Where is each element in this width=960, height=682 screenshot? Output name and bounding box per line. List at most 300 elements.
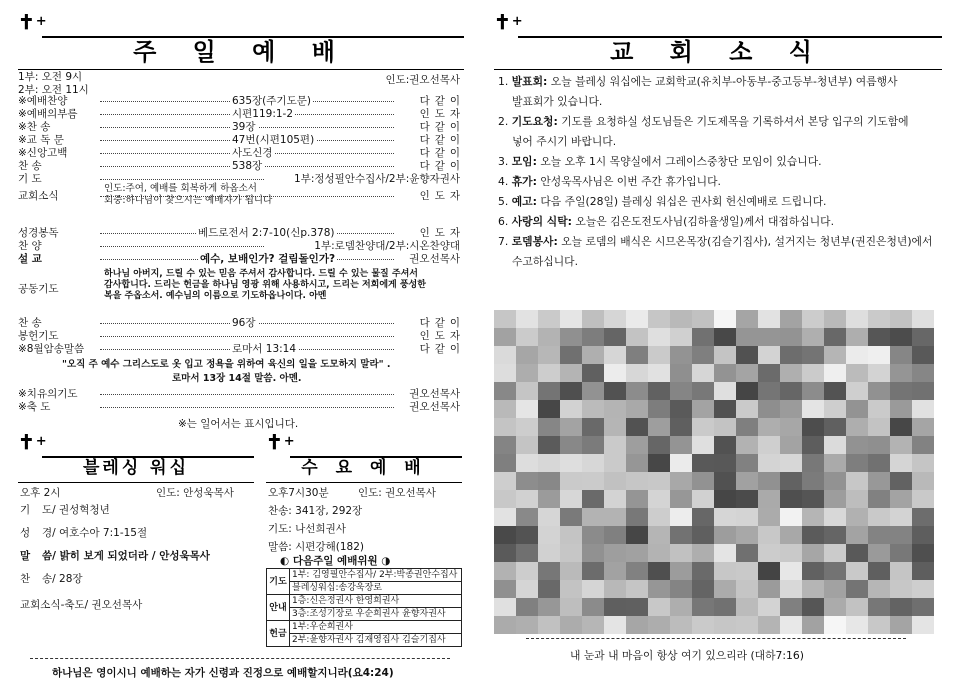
common-prayer-line: 복을 주옵소서. 예수님의 이름으로 기도하옵나이다. 아멘: [104, 291, 327, 301]
blur-pixel: [714, 310, 736, 328]
blur-pixel: [692, 580, 714, 598]
worship-row-leader: 권오선목사: [409, 253, 460, 265]
news-item-text: 다음 주일(28일) 블레싱 워십은 권사회 헌신예배로 드립니다.: [540, 195, 827, 208]
blur-pixel: [714, 418, 736, 436]
worship-row-content: 96장: [232, 317, 256, 329]
blur-pixel: [582, 562, 604, 580]
blur-pixel: [692, 472, 714, 490]
blur-pixel: [868, 580, 890, 598]
committee-members: 2부:윤향자권사 김재영집사 김슬기집사: [290, 634, 462, 647]
blur-pixel: [516, 418, 538, 436]
news-item-heading: 사랑의 식탁:: [511, 215, 572, 228]
blur-pixel: [516, 310, 538, 328]
blur-pixel: [868, 328, 890, 346]
blur-pixel: [494, 364, 516, 382]
right-footer-verse: 내 눈과 내 마음이 항상 여기 있으리라 (대하7:16): [570, 649, 804, 662]
worship-row-leader: 인도자: [419, 108, 465, 120]
blur-pixel: [824, 544, 846, 562]
blur-pixel: [560, 454, 582, 472]
blur-pixel: [890, 382, 912, 400]
news-item: [498, 252, 938, 271]
blur-pixel: [516, 580, 538, 598]
blur-pixel: [868, 616, 890, 634]
blur-pixel: [648, 490, 670, 508]
blur-pixel: [626, 382, 648, 400]
blur-pixel: [846, 454, 868, 472]
news-item-number: 3.: [498, 155, 512, 168]
blur-pixel: [582, 364, 604, 382]
blur-pixel: [912, 400, 934, 418]
blur-pixel: [582, 346, 604, 364]
blur-pixel: [714, 544, 736, 562]
news-item-text: 오늘 로뎀의 배식은 시므온목장(김슬기집사), 설거지는 청년부(권진은청년)에서: [561, 235, 933, 248]
blur-pixel: [604, 490, 626, 508]
blur-pixel: [824, 328, 846, 346]
right-page: [494, 10, 942, 680]
blur-pixel: [494, 346, 516, 364]
blur-pixel: [868, 382, 890, 400]
blur-pixel: [648, 508, 670, 526]
blur-pixel: [670, 418, 692, 436]
blur-pixel: [890, 508, 912, 526]
blur-pixel: [868, 310, 890, 328]
blur-pixel: [494, 472, 516, 490]
closing-row-label: ※치유의기도: [18, 388, 78, 400]
blur-pixel: [912, 310, 934, 328]
blur-pixel: [604, 418, 626, 436]
blur-pixel: [802, 598, 824, 616]
blur-pixel: [670, 328, 692, 346]
blur-pixel: [802, 382, 824, 400]
blur-pixel: [626, 562, 648, 580]
blur-pixel: [516, 364, 538, 382]
blur-pixel: [626, 346, 648, 364]
dot-leader: [100, 245, 264, 247]
blur-pixel: [670, 616, 692, 634]
blur-pixel: [912, 472, 934, 490]
blur-pixel: [516, 526, 538, 544]
blur-pixel: [494, 382, 516, 400]
dot-leader: [100, 178, 264, 180]
blur-pixel: [582, 490, 604, 508]
cross-icon: ✝+: [18, 430, 47, 454]
blur-pixel: [626, 490, 648, 508]
blur-pixel: [538, 400, 560, 418]
closing-row: [18, 401, 460, 414]
worship-row: [18, 227, 465, 240]
title-rule: [18, 69, 464, 70]
blur-pixel: [692, 616, 714, 634]
blur-pixel: [736, 328, 758, 346]
blur-pixel: [692, 418, 714, 436]
blur-pixel: [912, 382, 934, 400]
blur-pixel: [670, 562, 692, 580]
blur-pixel: [846, 346, 868, 364]
committee-row: [267, 569, 462, 582]
blur-pixel: [912, 562, 934, 580]
worship-row-label: ※8월암송말씀: [18, 343, 85, 355]
blur-pixel: [736, 346, 758, 364]
blur-pixel: [604, 454, 626, 472]
blur-pixel: [560, 418, 582, 436]
blur-pixel: [604, 508, 626, 526]
worship-row: [18, 134, 465, 147]
blur-pixel: [868, 364, 890, 382]
worship-row-content: 538장: [232, 160, 263, 172]
blur-pixel: [868, 346, 890, 364]
news-item: [498, 232, 938, 251]
blur-pixel: [868, 544, 890, 562]
blur-pixel: [736, 616, 758, 634]
wednesday-title-rule: [266, 482, 462, 483]
committee-row: [267, 634, 462, 647]
blur-pixel: [626, 616, 648, 634]
blur-pixel: [538, 526, 560, 544]
blur-pixel: [670, 544, 692, 562]
worship-row-leader: 다같이: [419, 95, 465, 107]
committee-role: 기도: [267, 569, 290, 595]
wednesday-sermon: 말씀: 시편강해(182): [268, 541, 364, 553]
blur-pixel: [538, 364, 560, 382]
blur-pixel: [604, 436, 626, 454]
blur-pixel: [758, 526, 780, 544]
blur-pixel: [494, 436, 516, 454]
blur-pixel: [692, 544, 714, 562]
blur-pixel: [516, 436, 538, 454]
worship-row-content: 사도신경: [232, 147, 273, 159]
blur-pixel: [758, 310, 780, 328]
left-page: [18, 10, 464, 680]
blur-pixel: [758, 454, 780, 472]
committee-members: 3층:조성기장로 우순희권사 윤향자권사: [290, 608, 462, 621]
blur-pixel: [538, 562, 560, 580]
closing-row-label: ※축 도: [18, 401, 51, 413]
blessing-item: [20, 502, 110, 517]
sunday-service2: 2부: 오전 11시: [18, 84, 89, 96]
blur-pixel: [758, 364, 780, 382]
blur-pixel: [582, 310, 604, 328]
blur-pixel: [560, 598, 582, 616]
blur-pixel: [560, 364, 582, 382]
blessing-item-text: 도/ 권성혁청년: [42, 504, 110, 516]
news-title: 교 회 소 식: [610, 38, 826, 66]
blur-pixel: [538, 454, 560, 472]
committee-row: [267, 608, 462, 621]
blur-pixel: [824, 418, 846, 436]
committee-members: 1부:우순희권사: [290, 621, 462, 634]
blur-pixel: [538, 472, 560, 490]
blur-pixel: [692, 346, 714, 364]
blur-pixel: [780, 616, 802, 634]
blur-pixel: [604, 382, 626, 400]
blur-pixel: [846, 364, 868, 382]
committee-row: [267, 621, 462, 634]
blur-pixel: [912, 490, 934, 508]
blur-pixel: [714, 328, 736, 346]
blur-pixel: [538, 598, 560, 616]
blur-pixel: [560, 544, 582, 562]
blur-pixel: [494, 526, 516, 544]
news-item: [498, 112, 938, 131]
blur-pixel: [516, 544, 538, 562]
blur-pixel: [648, 454, 670, 472]
blur-pixel: [868, 436, 890, 454]
blur-pixel: [538, 310, 560, 328]
blur-pixel: [604, 562, 626, 580]
blur-pixel: [736, 544, 758, 562]
blur-pixel: [626, 598, 648, 616]
blur-pixel: [780, 400, 802, 418]
committee-members: 블레싱워십:송강욱장로: [290, 582, 462, 595]
blur-pixel: [846, 472, 868, 490]
worship-row: [18, 240, 460, 253]
blur-pixel: [890, 364, 912, 382]
news-item-text: 오늘은 김은도전도사님(김하율생일)께서 대접하십니다.: [575, 215, 835, 228]
blessing-item: [20, 571, 83, 586]
blur-pixel: [714, 454, 736, 472]
blur-pixel: [626, 472, 648, 490]
blur-pixel: [582, 382, 604, 400]
blur-pixel: [560, 616, 582, 634]
blur-pixel: [890, 616, 912, 634]
blur-pixel: [758, 346, 780, 364]
blur-pixel: [494, 310, 516, 328]
blur-pixel: [802, 346, 824, 364]
blur-pixel: [538, 436, 560, 454]
memory-verse-ref: 로마서 13장 14절 말씀. 아멘.: [172, 373, 302, 384]
committee-members: 1층:신은정권사 한영희권사: [290, 595, 462, 608]
blur-pixel: [736, 490, 758, 508]
news-item-heading: 로뎀봉사:: [511, 235, 558, 248]
blur-pixel: [780, 346, 802, 364]
blur-pixel: [516, 616, 538, 634]
blur-pixel: [824, 562, 846, 580]
blur-pixel: [626, 400, 648, 418]
blur-pixel: [692, 526, 714, 544]
blur-pixel: [670, 472, 692, 490]
news-item-heading: 휴가:: [511, 175, 537, 188]
blur-pixel: [824, 490, 846, 508]
blur-pixel: [516, 346, 538, 364]
blur-pixel: [538, 382, 560, 400]
blur-pixel: [824, 310, 846, 328]
blur-pixel: [582, 508, 604, 526]
blur-pixel: [648, 544, 670, 562]
blur-pixel: [824, 400, 846, 418]
blur-pixel: [802, 616, 824, 634]
blur-pixel: [692, 328, 714, 346]
blessing-title-rule: [18, 482, 254, 483]
blur-pixel: [890, 580, 912, 598]
worship-row: [18, 330, 465, 343]
blur-pixel: [890, 544, 912, 562]
blur-pixel: [802, 580, 824, 598]
news-response-line: 인도:주여, 예배를 회복하게 하옵소서: [104, 183, 257, 194]
blur-pixel: [604, 544, 626, 562]
blur-pixel: [582, 328, 604, 346]
blur-pixel: [516, 562, 538, 580]
blur-pixel: [648, 616, 670, 634]
blessing-item-text: 송/ 28장: [42, 573, 83, 585]
blessing-item: [20, 548, 210, 563]
blur-pixel: [692, 364, 714, 382]
blur-pixel: [648, 346, 670, 364]
blur-pixel: [846, 418, 868, 436]
blur-pixel: [802, 472, 824, 490]
wednesday-title: 수 요 예 배: [301, 458, 427, 478]
blur-pixel: [824, 382, 846, 400]
footer-divider: [30, 658, 450, 659]
news-item: [498, 132, 938, 151]
blur-pixel: [604, 310, 626, 328]
blessing-item-text: 씀/ 밝히 보게 되었더라 / 안성욱목사: [42, 550, 210, 562]
order-of-worship: [18, 95, 465, 355]
blessing-time: 오후 2시: [20, 487, 61, 499]
blur-pixel: [494, 598, 516, 616]
blur-pixel: [846, 598, 868, 616]
standing-note: ※는 일어서는 표시입니다.: [178, 418, 299, 430]
news-item-number: 2.: [498, 115, 512, 128]
blur-pixel: [868, 472, 890, 490]
blur-pixel: [494, 328, 516, 346]
blur-pixel: [560, 580, 582, 598]
blur-pixel: [846, 544, 868, 562]
blur-pixel: [758, 418, 780, 436]
worship-row: [18, 317, 465, 330]
cross-icon: ✝+: [18, 10, 47, 34]
worship-row-leader: 다같이: [419, 134, 465, 146]
blur-pixel: [912, 544, 934, 562]
blur-pixel: [670, 580, 692, 598]
blur-pixel: [780, 382, 802, 400]
worship-row-label: ※교 독 문: [18, 134, 64, 146]
blur-pixel: [912, 346, 934, 364]
sunday-host: 인도:권오선목사: [385, 74, 460, 86]
sunday-service1: 1부: 오전 9시: [18, 71, 83, 83]
blur-pixel: [582, 526, 604, 544]
cross-icon: ✝+: [494, 10, 523, 34]
blur-pixel: [626, 310, 648, 328]
blur-pixel: [692, 310, 714, 328]
blur-pixel: [780, 454, 802, 472]
news-title-rule: [494, 69, 942, 70]
blur-pixel: [538, 418, 560, 436]
blur-pixel: [714, 382, 736, 400]
blur-pixel: [758, 508, 780, 526]
blur-pixel: [824, 580, 846, 598]
worship-row-leader: 1부:정성필안수집사/2부:윤향자권사: [294, 173, 460, 185]
blur-pixel: [714, 616, 736, 634]
blessing-title: 블레싱 워십: [82, 458, 190, 478]
wednesday-time: 오후7시30분: [268, 487, 329, 499]
blur-pixel: [846, 436, 868, 454]
blur-pixel: [670, 364, 692, 382]
worship-row-label: 찬 송: [18, 317, 42, 329]
blur-pixel: [736, 580, 758, 598]
blur-pixel: [758, 616, 780, 634]
committee-role: 헌금: [267, 621, 290, 647]
blur-pixel: [780, 418, 802, 436]
worship-row-leader: 다같이: [419, 317, 465, 329]
blur-pixel: [890, 418, 912, 436]
blur-pixel: [890, 346, 912, 364]
blur-pixel: [648, 364, 670, 382]
blur-pixel: [736, 364, 758, 382]
blur-pixel: [604, 328, 626, 346]
worship-row-leader: 다같이: [419, 121, 465, 133]
blur-pixel: [758, 436, 780, 454]
news-item-text: 오늘 블레싱 워십에는 교회학교(유치부-아동부-중고등부-청년부) 여름행사: [550, 75, 898, 88]
blessing-item-label: 기: [20, 504, 31, 516]
blur-pixel: [758, 490, 780, 508]
blur-pixel: [780, 526, 802, 544]
blur-pixel: [824, 598, 846, 616]
blur-pixel: [758, 382, 780, 400]
committee-title: ◐ 다음주일 예배위원 ◑: [280, 555, 391, 567]
blur-pixel: [912, 436, 934, 454]
blur-pixel: [758, 328, 780, 346]
blur-pixel: [824, 346, 846, 364]
blur-pixel: [670, 598, 692, 616]
blur-pixel: [802, 400, 824, 418]
blur-pixel: [648, 598, 670, 616]
blur-pixel: [560, 310, 582, 328]
cross-icon: ✝+: [266, 430, 295, 454]
blur-pixel: [692, 508, 714, 526]
worship-row-leader: 1부:로뎀찬양대/2부:시온찬양대: [314, 240, 460, 252]
blur-pixel: [692, 436, 714, 454]
blur-pixel: [626, 508, 648, 526]
blur-pixel: [780, 598, 802, 616]
blur-pixel: [736, 400, 758, 418]
blur-pixel: [516, 490, 538, 508]
blur-pixel: [692, 490, 714, 508]
news-item: [498, 172, 938, 191]
blur-pixel: [736, 472, 758, 490]
dot-leader: [100, 406, 394, 408]
blur-pixel: [714, 562, 736, 580]
blur-pixel: [604, 364, 626, 382]
worship-row: [18, 160, 465, 173]
blur-pixel: [736, 508, 758, 526]
blur-pixel: [890, 526, 912, 544]
blur-pixel: [868, 562, 890, 580]
wednesday-hymn: 찬송: 341장, 292장: [268, 505, 363, 517]
blessing-items: [20, 502, 256, 594]
common-prayer-line: 하나님 아버지, 드릴 수 있는 믿음 주셔서 감사합니다. 드릴 수 있는 물질 주셔서: [104, 269, 418, 279]
worship-row-label: 공동기도: [18, 283, 59, 295]
blur-pixel: [780, 580, 802, 598]
worship-row-leader: 인도자: [419, 227, 465, 239]
blur-pixel: [736, 436, 758, 454]
news-item-heading: 기도요청:: [511, 115, 558, 128]
blur-pixel: [516, 454, 538, 472]
blur-pixel: [648, 562, 670, 580]
blur-pixel: [670, 382, 692, 400]
news-item-heading: 예고:: [511, 195, 537, 208]
news-item: [498, 192, 938, 211]
blur-pixel: [538, 346, 560, 364]
right-footer-divider: [526, 638, 906, 639]
blur-pixel: [604, 346, 626, 364]
blur-pixel: [890, 328, 912, 346]
blur-pixel: [582, 472, 604, 490]
blur-pixel: [780, 562, 802, 580]
worship-row-label: 기 도: [18, 173, 42, 185]
blur-pixel: [824, 436, 846, 454]
blur-pixel: [560, 472, 582, 490]
worship-row: [18, 147, 465, 160]
